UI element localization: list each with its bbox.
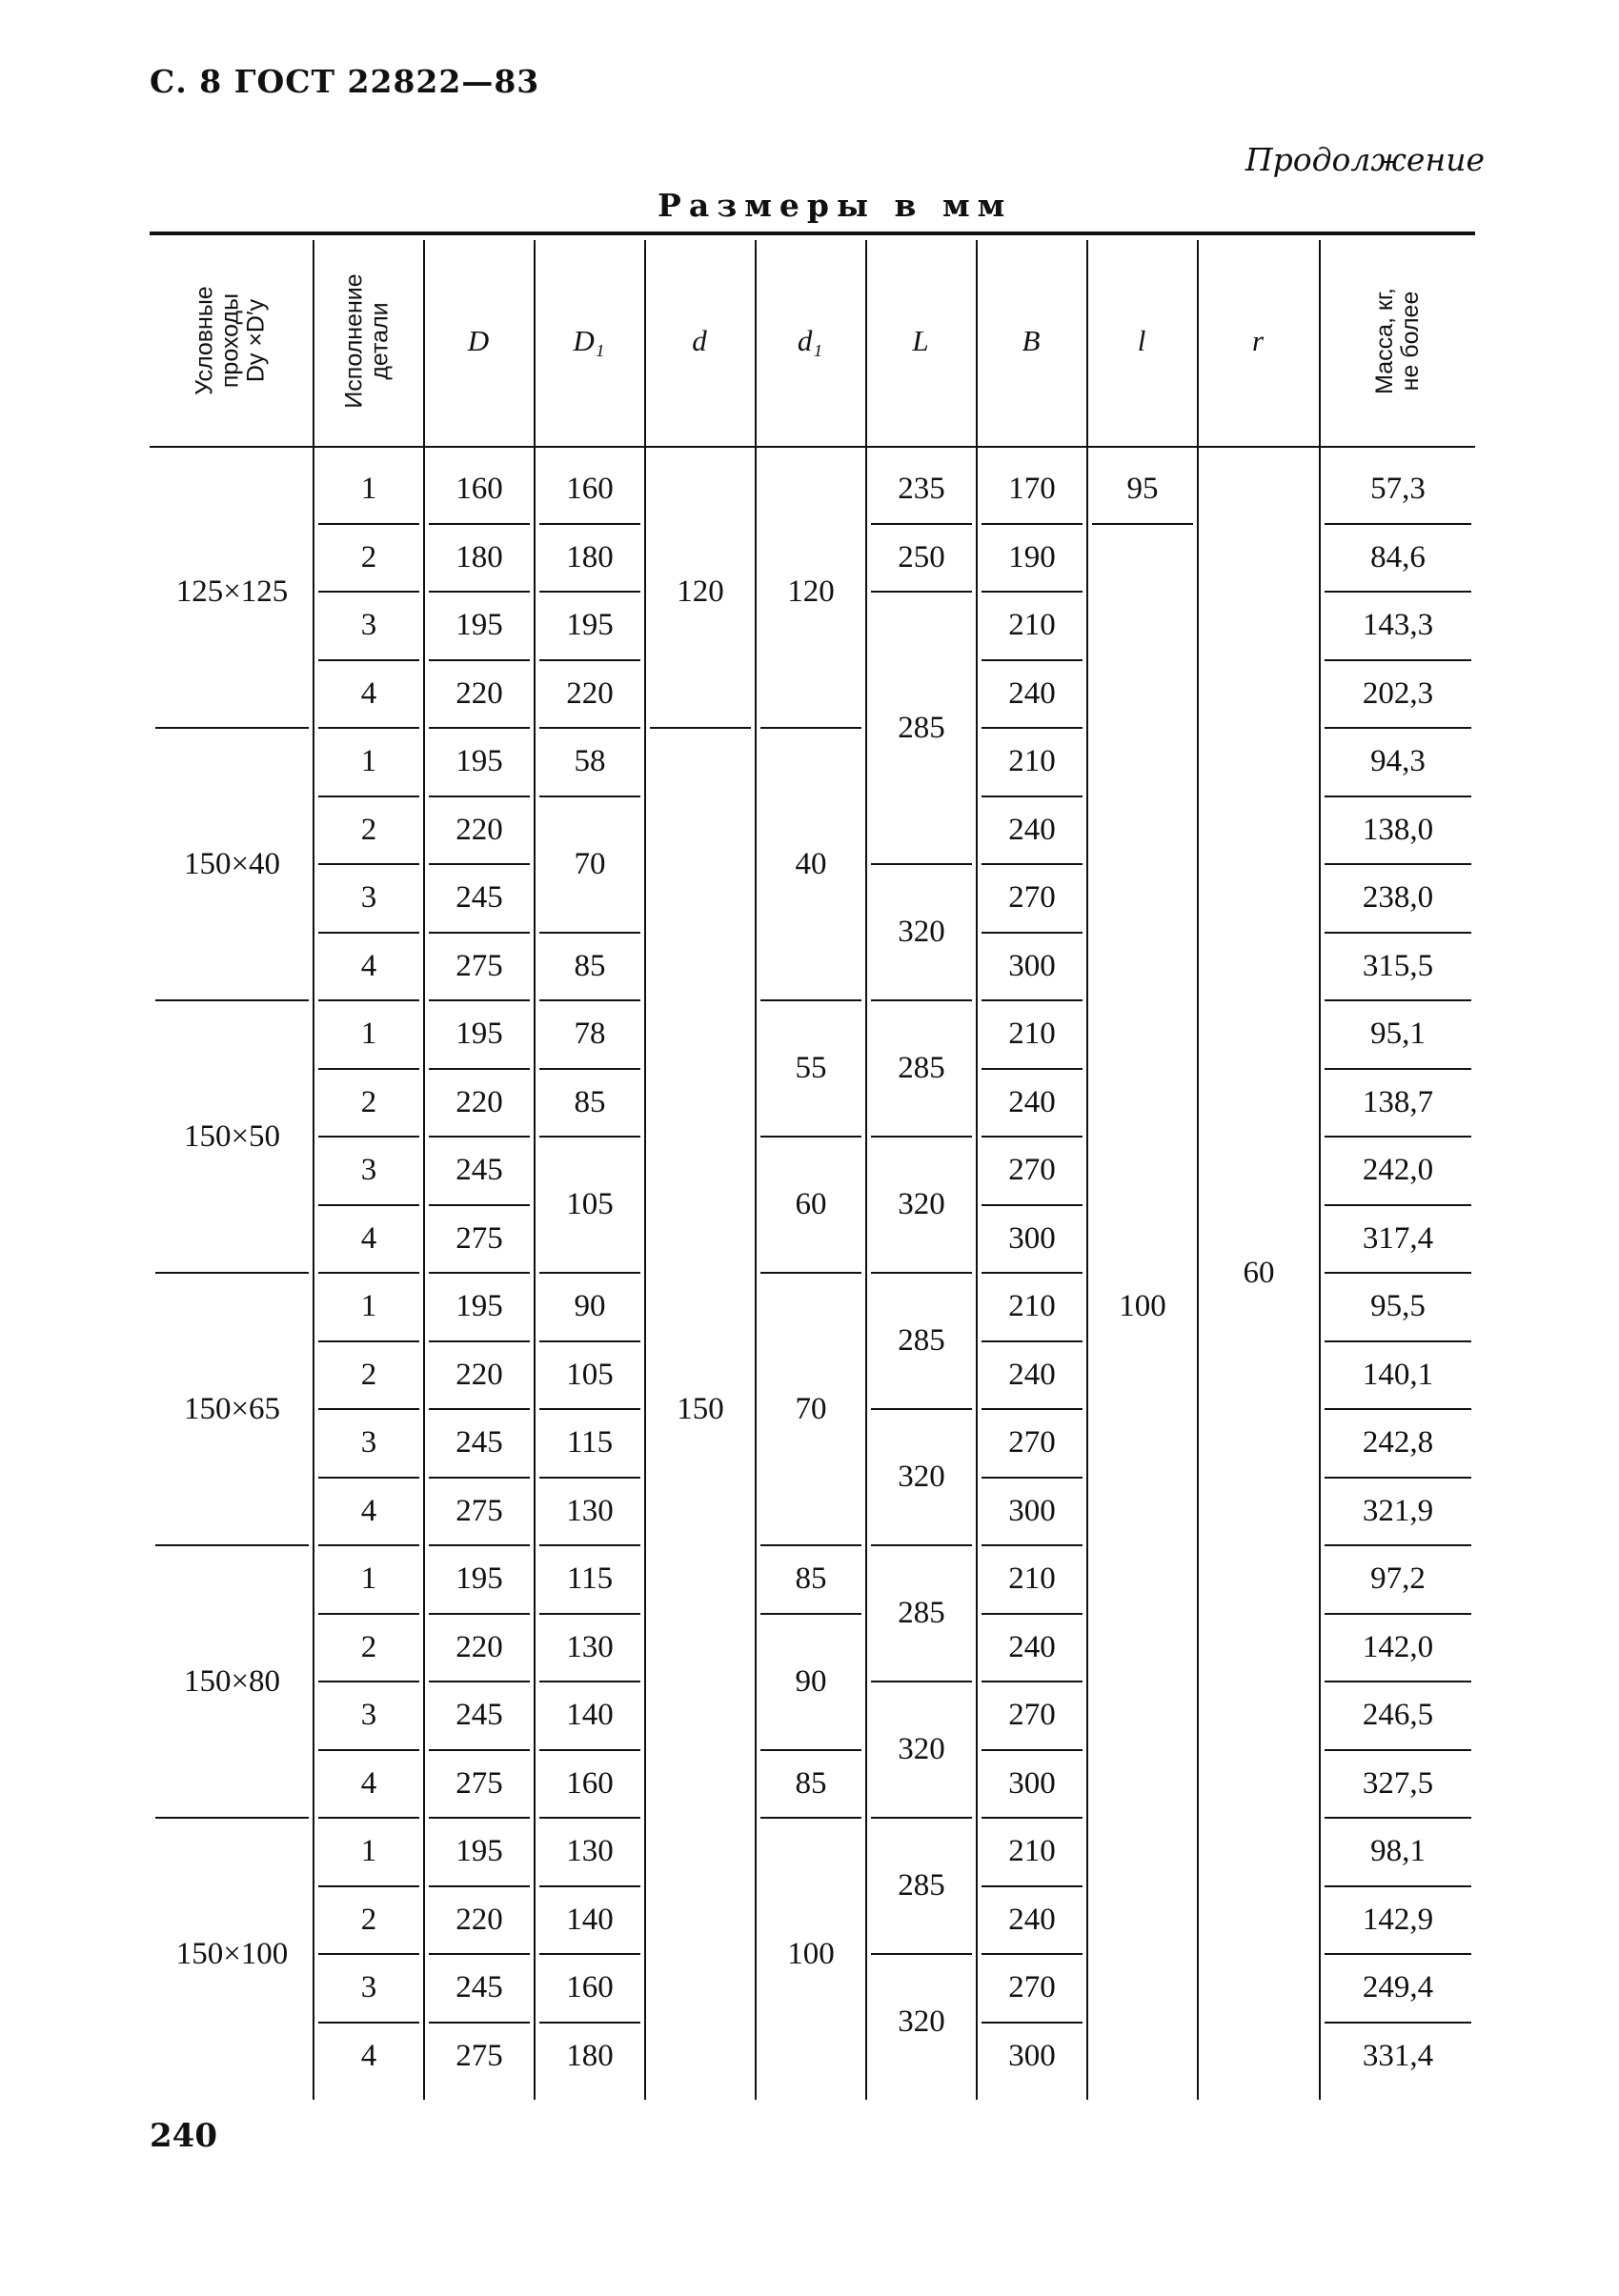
page-header: С. 8 ГОСТ 22822—83 [150,63,540,100]
D1-cell: 85 [574,1084,606,1119]
mass-cell: 94,3 [1370,744,1426,779]
col-header-d: d [692,323,707,357]
col-header-D: D [467,323,490,357]
mass-cell: 138,0 [1362,812,1434,847]
D1-cell: 115 [566,1425,614,1460]
B-cell: 190 [1008,539,1056,574]
B-cell: 270 [1008,1698,1056,1733]
variant-cell: 1 [360,472,377,507]
variant-cell: 4 [360,948,377,983]
D1-cell: 180 [566,2038,614,2073]
D-cell: 245 [455,880,503,916]
variant-cell: 4 [360,1765,377,1801]
variant-cell: 2 [360,1902,377,1937]
d1-cell: 55 [795,1051,827,1085]
B-cell: 210 [1008,1561,1056,1597]
mass-cell: 321,9 [1362,1493,1434,1528]
D1-cell: 90 [574,1289,606,1324]
d1-cell: 85 [795,1765,827,1801]
L-cell: 285 [898,1596,945,1630]
mass-cell: 84,6 [1370,539,1426,574]
dn-cell: 150×40 [183,846,281,881]
variant-cell: 1 [360,744,377,779]
B-cell: 170 [1008,472,1056,507]
D1-cell: 105 [566,1357,614,1392]
D-cell: 245 [455,1698,503,1733]
B-cell: 300 [1008,1493,1056,1528]
variant-cell: 2 [360,539,377,574]
L-cell: 250 [898,539,945,574]
B-cell: 300 [1008,2038,1056,2073]
D1-cell: 195 [566,608,614,643]
B-cell: 240 [1008,812,1056,847]
L-cell: 320 [898,1460,945,1494]
mass-cell: 97,2 [1370,1561,1426,1597]
B-cell: 210 [1008,1834,1056,1869]
r-cell: 60 [1243,1255,1275,1290]
B-cell: 300 [1008,948,1056,983]
variant-cell: 1 [360,1289,377,1324]
B-cell: 210 [1008,744,1056,779]
col-header-l: l [1137,323,1146,357]
mass-cell: 143,3 [1362,608,1434,643]
col-header-D1: D₁ [573,323,605,357]
L-cell: 320 [898,1187,945,1221]
dn-cell: 150×65 [183,1391,281,1426]
B-cell: 270 [1008,1153,1056,1188]
D-cell: 275 [455,2038,503,2073]
mass-cell: 142,0 [1362,1629,1434,1664]
d1-cell: 60 [795,1187,827,1221]
mass-cell: 315,5 [1362,948,1434,983]
d1-cell: 100 [787,1936,835,1971]
D-cell: 195 [455,1561,503,1597]
L-cell: 235 [898,472,945,507]
variant-cell: 3 [360,1698,377,1733]
D1-cell: 160 [566,1970,614,2005]
D1-cell: 70 [574,846,606,881]
L-cell: 320 [898,2004,945,2039]
mass-cell: 246,5 [1362,1698,1434,1733]
variant-cell: 4 [360,1493,377,1528]
mass-cell: 317,4 [1362,1220,1434,1256]
col-header-mass: Масса, кг, не более [1370,287,1424,394]
variant-cell: 3 [360,1153,377,1188]
L-cell: 285 [898,1868,945,1903]
D-cell: 245 [455,1153,503,1188]
d1-cell: 120 [787,574,835,609]
continuation-label: Продолжение [1245,141,1485,178]
dn-cell: 150×100 [175,1936,289,1971]
variant-cell: 4 [360,2038,377,2073]
L-cell: 285 [898,1051,945,1085]
mass-cell: 242,0 [1362,1153,1434,1188]
B-cell: 270 [1008,1425,1056,1460]
B-cell: 210 [1008,608,1056,643]
B-cell: 240 [1008,1902,1056,1937]
page-number: 240 [150,2117,217,2155]
D-cell: 220 [455,812,503,847]
D1-cell: 160 [566,472,614,507]
dn-cell: 150×80 [183,1663,281,1699]
variant-cell: 2 [360,812,377,847]
mass-cell: 95,1 [1370,1017,1426,1052]
l-cell: 100 [1119,1289,1166,1324]
variant-cell: 2 [360,1629,377,1664]
B-cell: 240 [1008,675,1056,711]
col-header-L: L [912,323,929,357]
D-cell: 180 [455,539,503,574]
D1-cell: 220 [566,675,614,711]
D-cell: 195 [455,1017,503,1052]
variant-cell: 1 [360,1017,377,1052]
D1-cell: 130 [566,1629,614,1664]
d1-cell: 85 [795,1561,827,1597]
L-cell: 320 [898,915,945,949]
D1-cell: 180 [566,539,614,574]
col-header-d1: d₁ [797,323,823,357]
mass-cell: 327,5 [1362,1765,1434,1801]
col-header-r: r [1251,323,1265,357]
D1-cell: 58 [574,744,606,779]
mass-cell: 249,4 [1362,1970,1434,2005]
D1-cell: 115 [566,1561,614,1597]
variant-cell: 3 [360,1970,377,2005]
B-cell: 210 [1008,1289,1056,1324]
col-header-B: B [1022,323,1041,357]
D1-cell: 130 [566,1493,614,1528]
B-cell: 270 [1008,1970,1056,2005]
mass-cell: 98,1 [1370,1834,1426,1869]
D-cell: 220 [455,1902,503,1937]
D-cell: 275 [455,1220,503,1256]
dn-cell: 125×125 [175,574,289,609]
D-cell: 220 [455,1084,503,1119]
col-header-variant: Исполнение детали [341,272,394,409]
D-cell: 160 [455,472,503,507]
D-cell: 220 [455,1629,503,1664]
D-cell: 275 [455,948,503,983]
variant-cell: 2 [360,1084,377,1119]
mass-cell: 57,3 [1370,472,1426,507]
D-cell: 195 [455,608,503,643]
D-cell: 275 [455,1765,503,1801]
D1-cell: 130 [566,1834,614,1869]
variant-cell: 3 [360,880,377,916]
L-cell: 285 [898,1323,945,1358]
D1-cell: 78 [574,1017,606,1052]
D-cell: 220 [455,1357,503,1392]
B-cell: 300 [1008,1220,1056,1256]
d1-cell: 90 [795,1663,827,1699]
variant-cell: 1 [360,1834,377,1869]
D1-cell: 160 [566,1765,614,1801]
D-cell: 195 [455,744,503,779]
mass-cell: 95,5 [1370,1289,1426,1324]
variant-cell: 4 [360,675,377,711]
variant-cell: 1 [360,1561,377,1597]
D-cell: 245 [455,1970,503,2005]
B-cell: 300 [1008,1765,1056,1801]
variant-cell: 4 [360,1220,377,1256]
D1-cell: 140 [566,1902,614,1937]
units-caption: Размеры в мм [658,187,1013,224]
table-top-rule [150,232,1475,235]
B-cell: 240 [1008,1357,1056,1392]
D-cell: 195 [455,1289,503,1324]
B-cell: 240 [1008,1629,1056,1664]
d1-cell: 70 [795,1391,827,1426]
D-cell: 220 [455,675,503,711]
variant-cell: 2 [360,1357,377,1392]
d-cell: 150 [677,1391,724,1426]
header-bottom-rule [150,446,1475,448]
l-cell: 95 [1126,472,1159,507]
mass-cell: 242,8 [1362,1425,1434,1460]
mass-cell: 140,1 [1362,1357,1434,1392]
D-cell: 195 [455,1834,503,1869]
mass-cell: 331,4 [1362,2038,1434,2073]
mass-cell: 202,3 [1362,675,1434,711]
B-cell: 210 [1008,1017,1056,1052]
D1-cell: 105 [566,1187,614,1221]
L-cell: 285 [898,710,945,745]
col-header-dn: Условные проходы Dу ×D′у [191,286,270,395]
L-cell: 320 [898,1732,945,1766]
D1-cell: 85 [574,948,606,983]
variant-cell: 3 [360,1425,377,1460]
B-cell: 270 [1008,880,1056,916]
D-cell: 245 [455,1425,503,1460]
d1-cell: 40 [795,846,827,881]
D-cell: 275 [455,1493,503,1528]
d-cell: 120 [677,574,724,609]
D1-cell: 140 [566,1698,614,1733]
dn-cell: 150×50 [183,1118,281,1154]
variant-cell: 3 [360,608,377,643]
B-cell: 240 [1008,1084,1056,1119]
mass-cell: 142,9 [1362,1902,1434,1937]
mass-cell: 138,7 [1362,1084,1434,1119]
mass-cell: 238,0 [1362,880,1434,916]
